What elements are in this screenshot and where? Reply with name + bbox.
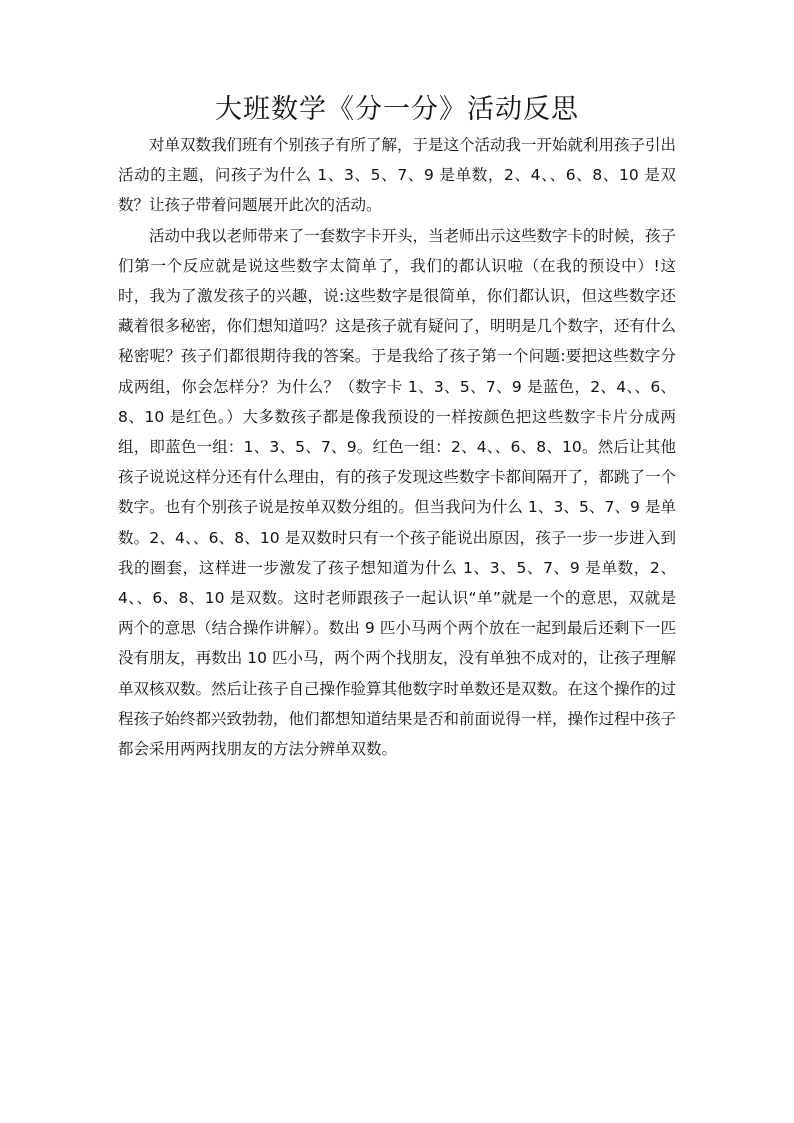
document-title: 大班数学《分一分》活动反思	[215, 94, 579, 125]
paragraph-2: 活动中我以老师带来了一套数字卡开头，当老师出示这些数字卡的时候，孩子们第一个反应就是说这些数字太简单了，我们的都认识啦（在我的预设中）!这时，我为了激发孩子的兴趣，说:这些数字是很简单，你们都认识，但这些数字还藏着很多秘密，你们想知道吗？这是孩子就有疑问了，明明是几个数字，还有什么秘密呢？孩子们都很期待我的答案。于是我给了孩子第一个问题:要把这些数字分成两组，你会怎样分？为什么？（数字卡 1、3、5、7、9 是蓝色，2、4、、6、8、10 是红色。）大多数孩子都是像我预设的一样按颜色把这些数字卡片分成两组，即蓝色一组：1、3、5、7、9。红色一组：2、4、、6、8、10。然后让其他孩子说说这样分还有什么理由，有的孩子发现这些数字卡都间隔开了，都跳了一个数字。也有个别孩子说是按单双数分组的。但当我问为什么 1、3、5、7、9 是单数。2、4、、6、8、10 是双数时只有一个孩子能说出原因，孩子一步一步进入到我的圈套，这样进一步激发了孩子想知道为什么 1、3、5、7、9 是单数，2、4、、6、8、10 是双数。这时老师跟孩子一起认识“单”就是一个的意思，双就是两个的意思（结合操作讲解）。数出 9 匹小马两个两个放在一起到最后还剩下一匹没有朋友，再数出 10 匹小马，两个两个找朋友，没有单独不成对的，让孩子理解单双核双数。然后让孩子自己操作验算其他数字时单数还是双数。在这个操作的过程孩子始终都兴致勃勃，他们都想知道结果是否和前面说得一样，操作过程中孩子都会采用两两找朋友的方法分辨单双数。	[118, 226, 677, 759]
paragraph-1: 对单双数我们班有个别孩子有所了解，于是这个活动我一开始就利用孩子引出活动的主题，问孩子为什么 1、3、5、7、9 是单数，2、4、、6、8、10 是双数？让孩子带着问题展开此次的活动。	[118, 136, 677, 215]
document-body	[118, 130, 676, 764]
